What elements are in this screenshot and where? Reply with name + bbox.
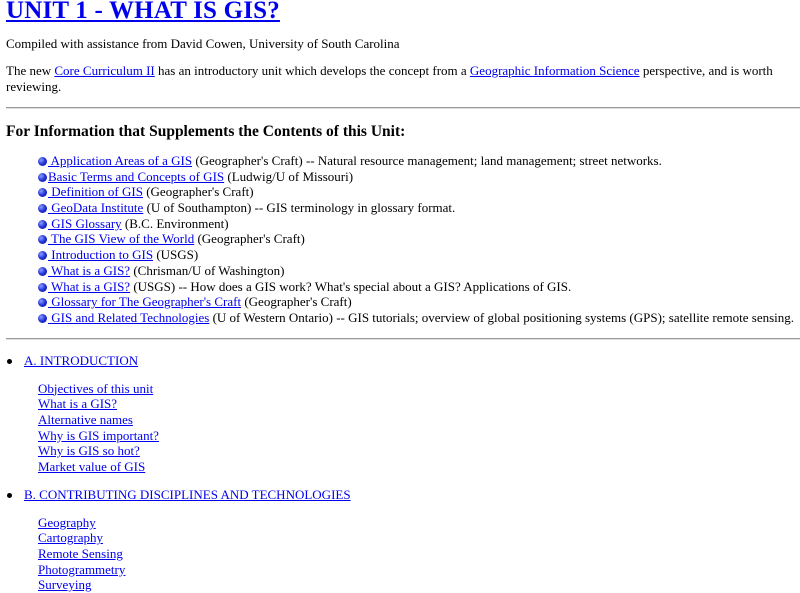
intro-paragraph (6, 63, 786, 95)
resource-item (38, 231, 794, 247)
divider-1 (6, 107, 800, 109)
topic-link[interactable]: Remote Sensing (38, 546, 123, 562)
supplement-heading: For Information that Supplements the Contents of this Unit: (6, 123, 406, 140)
blue-ball-bullet-icon (38, 267, 47, 276)
section-a-link[interactable]: A. INTRODUCTION (24, 352, 139, 368)
blue-ball-bullet-icon (38, 157, 47, 166)
resource-link[interactable]: The GIS View of the World (48, 231, 195, 247)
section-b-heading (6, 487, 794, 503)
topic-link[interactable]: Market value of GIS (38, 459, 146, 474)
topic-link[interactable]: Why is GIS important? (38, 427, 159, 443)
resource-desc: (Chrisman/U of Washington) (130, 262, 285, 278)
list-item (38, 428, 794, 444)
list-item (38, 546, 794, 562)
blue-ball-bullet-icon (38, 204, 47, 213)
resource-desc: (Geographer's Craft) -- Natural resource management; land management; street networks. (192, 153, 662, 168)
list-item (38, 530, 794, 546)
resource-link[interactable]: Glossary for The Geographer's Craft (48, 294, 242, 310)
section-b-items (38, 515, 794, 593)
blue-ball-bullet-icon (38, 298, 47, 307)
blue-ball-bullet-icon (38, 314, 47, 323)
blue-ball-bullet-icon (38, 188, 47, 197)
list-item (38, 412, 794, 428)
credit-line: Compiled with assistance from David Cowen, University of South Carolina (6, 36, 400, 51)
resource-desc: (B.C. Environment) (121, 215, 229, 231)
resource-desc: (U of Southampton) -- GIS terminology in glossary format. (143, 200, 456, 216)
resource-desc: (Geographer's Craft) (142, 184, 254, 200)
list-item (38, 381, 794, 397)
resource-link[interactable]: GIS Glossary (48, 215, 122, 231)
topic-link[interactable]: What is a GIS? (38, 396, 118, 412)
list-item (38, 562, 794, 578)
resource-item (38, 200, 794, 216)
resource-item (38, 247, 794, 263)
section-b (6, 487, 794, 593)
topic-link[interactable]: Photogrammetry (38, 561, 126, 577)
blue-ball-bullet-icon (38, 283, 47, 292)
blue-ball-bullet-icon (38, 220, 47, 229)
blue-ball-bullet-icon (38, 173, 47, 182)
intro-text-2: has an introductory unit which develops the concept from a (154, 63, 470, 78)
list-item (38, 396, 794, 412)
resource-link[interactable]: Basic Terms and Concepts of GIS (48, 168, 225, 184)
resource-link[interactable]: What is a GIS? (48, 278, 131, 294)
intro-text-3: perspective, and is worth reviewing. (6, 63, 773, 94)
resource-item (38, 153, 794, 169)
resource-desc: (Ludwig/U of Missouri) (224, 168, 354, 184)
resource-item (38, 294, 794, 310)
section-list (6, 353, 794, 593)
topic-link[interactable]: Why is GIS so hot? (38, 443, 140, 459)
resource-item (38, 169, 794, 185)
resource-item (38, 279, 794, 295)
topic-link[interactable]: Surveying (38, 577, 92, 593)
list-item (38, 515, 794, 531)
resource-link[interactable]: GIS and Related Technologies (48, 309, 210, 325)
resource-desc: (Geographer's Craft) (194, 231, 305, 247)
blue-ball-bullet-icon (38, 235, 47, 244)
core-curriculum-link[interactable]: Core Curriculum II (54, 63, 155, 78)
resource-item (38, 263, 794, 279)
resource-item (38, 310, 794, 326)
resource-list (38, 153, 794, 326)
resource-link[interactable]: Introduction to GIS (48, 247, 154, 263)
divider-2 (6, 338, 800, 340)
list-item (38, 459, 794, 475)
topic-link[interactable]: Cartography (38, 530, 103, 546)
resource-link[interactable]: Definition of GIS (48, 184, 143, 200)
section-a-items (38, 381, 794, 475)
section-a-heading (6, 353, 794, 369)
resource-item (38, 184, 794, 200)
section-a (6, 353, 794, 475)
resource-desc: (U of Western Ontario) -- GIS tutorials; overview of global positioning systems (GPS); satellite remote sensing. (209, 309, 795, 325)
list-item (38, 443, 794, 459)
intro-text-1: The new (6, 63, 55, 78)
topic-link[interactable]: Alternative names (38, 411, 133, 427)
resource-desc: (USGS) (153, 247, 199, 263)
disc-bullet-icon (7, 359, 12, 364)
blue-ball-bullet-icon (38, 251, 47, 260)
resource-desc: (Geographer's Craft) (241, 294, 352, 310)
page-title (6, 0, 794, 26)
resource-link[interactable]: What is a GIS? (48, 262, 131, 278)
topic-link[interactable]: Geography (38, 514, 96, 530)
list-item (38, 577, 794, 593)
resource-link[interactable]: GeoData Institute (48, 200, 144, 216)
topic-link[interactable]: Objectives of this unit (38, 380, 154, 396)
resource-desc: (USGS) -- How does a GIS work? What's special about a GIS? Applications of GIS. (130, 278, 572, 294)
page-title-link[interactable]: UNIT 1 - WHAT IS GIS? (6, 0, 280, 24)
disc-bullet-icon (7, 493, 12, 498)
giscience-link[interactable]: Geographic Information Science (469, 63, 640, 78)
resource-item (38, 216, 794, 232)
resource-link[interactable]: Application Areas of a GIS (48, 153, 193, 168)
section-b-link[interactable]: B. CONTRIBUTING DISCIPLINES AND TECHNOLOGIES (24, 486, 351, 502)
